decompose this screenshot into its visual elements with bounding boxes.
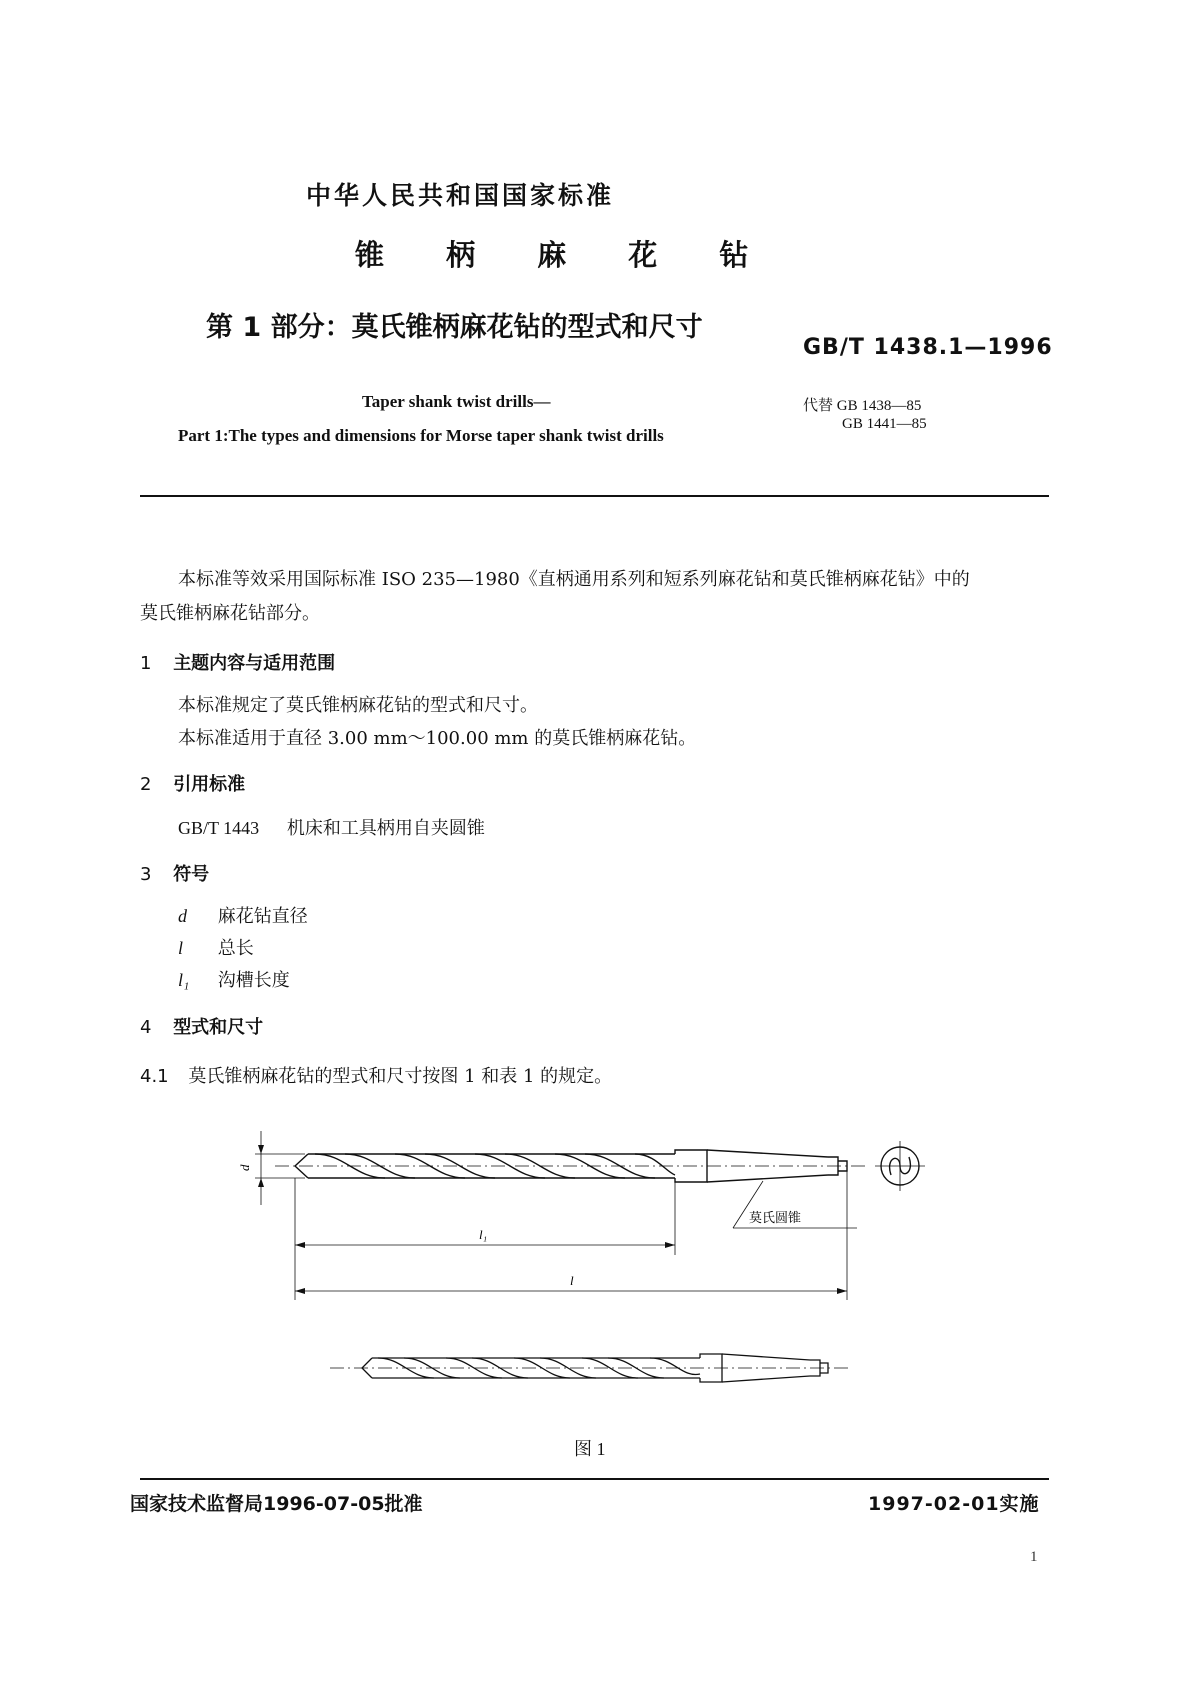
title-en-part: Part 1:The types and dimensions for Morse taper shank twist drills [178,426,664,445]
reference-code: GB/T 1443 [178,818,260,838]
title-en-main: Taper shank twist drills— [362,392,551,411]
title-cn-part: 第 1 部分：莫氏锥柄麻花钻的型式和尺寸 [206,312,703,343]
replaces-block [803,397,927,433]
symbol-name: l [178,938,184,958]
section-2-number: 2 [140,774,152,795]
label-morse-taper: 莫氏圆锥 [749,1211,802,1226]
clause-4-1-text: 莫氏锥柄麻花钻的型式和尺寸按图 1 和表 1 的规定。 [188,1066,613,1087]
section-1-title: 主题内容与适用范围 [173,653,336,674]
intro-line-1: 本标准等效采用国际标准 ISO 235—1980《直柄通用系列和短系列麻花钻和莫氏锥柄麻花钻》中的 [178,569,970,590]
symbol-description: 沟槽长度 [217,970,290,991]
section-3-heading [140,860,209,886]
drill-side-drawing [330,1340,850,1400]
clause-4-1 [140,1062,612,1088]
section-2-reference [178,814,485,840]
reference-title: 机床和工具柄用自夹圆锥 [286,818,485,839]
section-2-heading [140,770,245,796]
symbol-description: 麻花钻直径 [217,906,308,927]
figure-caption: 图 1 [574,1439,606,1459]
symbol-row [178,902,308,928]
header-divider [140,495,1049,497]
replaces-line-1: 代替 GB 1438—85 [803,398,922,414]
label-flute-length: l₁ [479,1227,488,1242]
section-1-line-1: 本标准规定了莫氏锥柄麻花钻的型式和尺寸。 [178,695,538,716]
section-1-heading [140,649,335,675]
section-4-title: 型式和尺寸 [173,1017,264,1038]
symbol-description: 总长 [217,938,254,959]
section-4-number: 4 [140,1017,152,1038]
symbol-name: d [178,906,187,926]
title-cn-main: 锥 柄 麻 花 钻 [355,238,775,272]
section-3-number: 3 [140,864,152,885]
intro-line-2: 莫氏锥柄麻花钻部分。 [140,603,320,624]
clause-4-1-number: 4.1 [140,1066,169,1087]
section-3-title: 符号 [173,864,210,885]
national-standard-heading: 中华人民共和国国家标准 [306,181,615,210]
page-number: 1 [1030,1549,1038,1565]
symbol-row [178,966,290,992]
section-4-heading [140,1013,263,1039]
label-diameter: d [237,1164,252,1171]
label-overall-length: l [570,1273,574,1288]
section-1-number: 1 [140,653,152,674]
intro-paragraph [140,563,1050,631]
symbol-name: l₁ [178,970,190,990]
drill-dimension-drawing [237,1105,935,1305]
replaces-line-2: GB 1441—85 [842,416,927,432]
section-1-line-2: 本标准适用于直径 3.00 mm～100.00 mm 的莫氏锥柄麻花钻。 [178,728,697,749]
effective-date: 1997-02-01实施 [868,1493,1040,1515]
footer-divider [140,1478,1049,1480]
approval-note: 国家技术监督局1996-07-05批准 [130,1493,423,1515]
standard-number: GB/T 1438.1—1996 [803,335,1053,360]
section-2-title: 引用标准 [173,774,246,795]
symbol-row [178,934,254,960]
